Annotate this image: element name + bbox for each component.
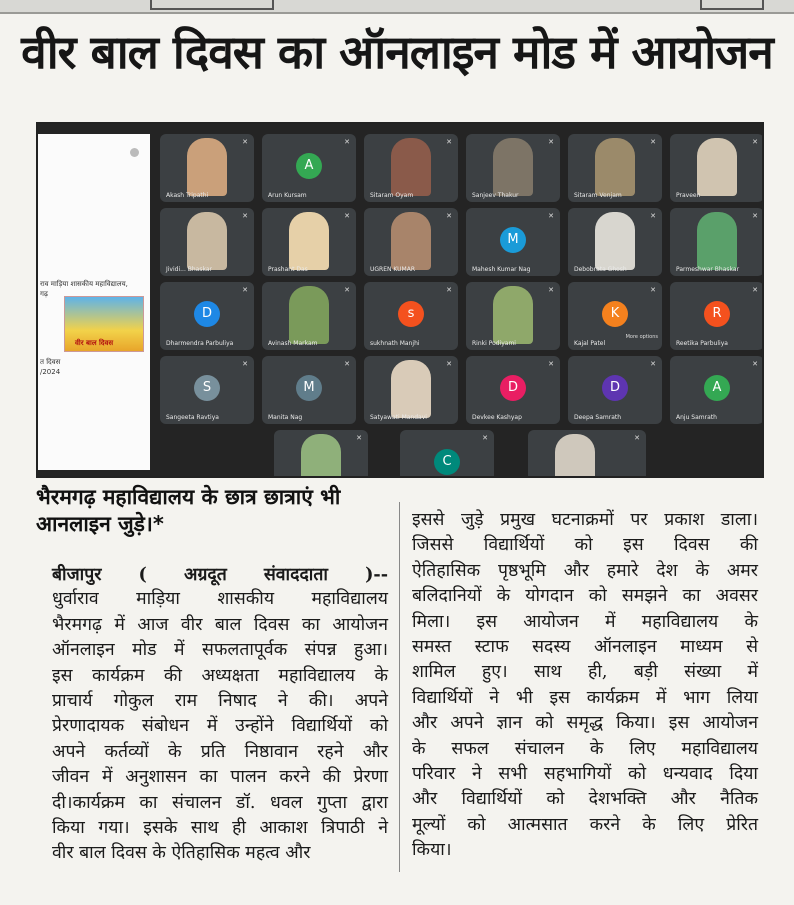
mic-muted-icon: ✕: [446, 360, 452, 368]
mic-muted-icon: ✕: [650, 360, 656, 368]
participant-tile[interactable]: [262, 208, 356, 276]
participant-tile[interactable]: [466, 208, 560, 276]
article-line: जीवन में अनुशासन का पालन करने की प्रेरणा: [52, 767, 388, 788]
mic-muted-icon: ✕: [242, 212, 248, 220]
article-line: दी।कार्यक्रम का संचालन डॉ. धवल गुप्ता द्वारा: [52, 792, 388, 813]
participant-name: Sangeeta Ravtiya: [166, 414, 219, 421]
mic-muted-icon: ✕: [650, 212, 656, 220]
article-line: के सफल संचालन के लिए महाविद्यालय: [412, 738, 758, 759]
mic-muted-icon: ✕: [548, 212, 554, 220]
article-line: ऑनलाइन मोड में सफलतापूर्वक संपन्न हुआ।: [52, 640, 388, 661]
mic-muted-icon: ✕: [344, 138, 350, 146]
participant-tile[interactable]: [364, 282, 458, 350]
article-line: किया।: [412, 840, 452, 861]
participant-name: UGREN KUMAR: [370, 266, 416, 273]
participant-name: Rinki Podiyami: [472, 340, 516, 347]
article-line: परिवार ने सभी सहभागियों को धन्यवाद दिया: [412, 764, 758, 785]
participant-avatar: K: [602, 301, 628, 327]
participant-video: [187, 212, 227, 270]
participant-avatar: A: [296, 153, 322, 179]
participant-name: Parmeshwar Bhaskar: [676, 266, 740, 273]
article-line: मूल्यों को आत्मसात करने के लिए प्रेरित: [412, 814, 758, 835]
participant-video: [301, 434, 341, 478]
participant-tile[interactable]: [568, 282, 662, 350]
article-line: इस कार्यक्रम की अध्यक्षता महाविद्यालय के: [52, 665, 388, 686]
participant-video: [187, 138, 227, 196]
participant-video: [391, 360, 431, 418]
participant-name: Sitaram Venjam: [574, 192, 622, 199]
participant-video: [555, 434, 595, 478]
participant-tile[interactable]: [670, 356, 764, 424]
participant-tile[interactable]: [466, 282, 560, 350]
participant-tile[interactable]: [568, 208, 662, 276]
participant-tile[interactable]: [670, 134, 764, 202]
participant-tile[interactable]: [160, 356, 254, 424]
mic-muted-icon: ✕: [344, 212, 350, 220]
article-line: धुर्वाराव माड़िया शासकीय महाविद्यालय: [52, 589, 388, 610]
poster-text: वीर बाल दिवस: [75, 339, 114, 347]
slide-indicator-icon: [130, 148, 139, 157]
participant-tile[interactable]: [466, 356, 560, 424]
article-line: बलिदानियों के योगदान को समझने का अवसर: [412, 586, 758, 607]
participant-avatar: s: [398, 301, 424, 327]
participant-avatar: A: [704, 375, 730, 401]
participant-name: sukhnath Manjhi: [370, 340, 420, 347]
participant-avatar: D: [194, 301, 220, 327]
article-line: जिससे विद्यार्थियों को इस दिवस की: [412, 535, 758, 556]
slide-poster: [64, 296, 144, 352]
more-options-label[interactable]: More options: [625, 334, 658, 340]
article-column-right: [412, 508, 758, 864]
mic-muted-icon: ✕: [548, 286, 554, 294]
mic-muted-icon: ✕: [344, 286, 350, 294]
article-column-left: [52, 562, 388, 867]
participant-video: [391, 212, 431, 270]
mic-muted-icon: ✕: [650, 138, 656, 146]
participant-tile[interactable]: [160, 134, 254, 202]
slide-text: त दिवस: [40, 358, 61, 366]
mic-muted-icon: ✕: [548, 360, 554, 368]
article-line: और विद्यार्थियों को देशभक्ति और नैतिक: [412, 789, 758, 810]
slide-text: गढ़: [40, 290, 48, 298]
mic-muted-icon: ✕: [446, 212, 452, 220]
participant-name: Satyawati Mandavi: [370, 414, 427, 421]
mic-muted-icon: ✕: [482, 434, 488, 442]
subheadline-line: भैरमगढ़ महाविद्यालय के छात्र छात्राएं भी: [36, 485, 341, 509]
mic-muted-icon: ✕: [242, 138, 248, 146]
mic-muted-icon: ✕: [650, 286, 656, 294]
participant-name: Akash Tripathi: [166, 192, 209, 199]
participant-name: Dharmendra Parbuliya: [166, 340, 234, 347]
subheadline: [36, 484, 396, 539]
participant-avatar: M: [500, 227, 526, 253]
mic-muted-icon: ✕: [752, 286, 758, 294]
participant-tile[interactable]: [568, 134, 662, 202]
article-line: वीर बाल दिवस के ऐतिहासिक महत्व और: [52, 843, 311, 864]
participant-video: [493, 286, 533, 344]
participant-name: Prashant Das: [268, 266, 308, 273]
meeting-screenshot: [36, 122, 764, 478]
article-line: प्राचार्य गोकुल राम निषाद ने की। अपने: [52, 691, 388, 712]
participant-avatar: R: [704, 301, 730, 327]
participant-tile[interactable]: [262, 282, 356, 350]
column-divider: [399, 502, 400, 872]
article-line: प्रेरणादायक संबोधन में उन्होंने विद्यार्थियों को: [52, 716, 388, 737]
participant-avatar: C: [434, 449, 460, 475]
mic-muted-icon: ✕: [548, 138, 554, 146]
article-line: भैरमगढ़ में आज वीर बाल दिवस का आयोजन: [52, 614, 388, 635]
participant-name: Mahesh Kumar Nag: [472, 266, 531, 273]
subheadline-line: आनलाइन जुड़े।*: [36, 512, 164, 537]
participant-name: Kajal Patel: [574, 340, 606, 347]
mic-muted-icon: ✕: [752, 138, 758, 146]
participant-name: Debobrata Ghosh: [574, 266, 627, 273]
mic-muted-icon: ✕: [752, 360, 758, 368]
article-line: बीजापुर ( अग्रदूत संवाददाता )--: [52, 564, 388, 585]
top-strip: [0, 0, 794, 14]
mic-muted-icon: ✕: [242, 360, 248, 368]
strip-slot: [700, 0, 764, 10]
participant-name: Jividi... Bhaskar: [166, 266, 212, 273]
participant-tile[interactable]: [262, 356, 356, 424]
participant-tile[interactable]: [274, 430, 368, 478]
mic-muted-icon: ✕: [242, 286, 248, 294]
participant-name: Sitaram Oyam: [370, 192, 414, 199]
participant-video: [289, 286, 329, 344]
participant-video: [289, 212, 329, 270]
participant-tile[interactable]: [160, 282, 254, 350]
participant-tile[interactable]: [160, 208, 254, 276]
article-line: विद्यार्थियों ने भी इस कार्यक्रम में भाग लिया: [412, 687, 758, 708]
participant-tile[interactable]: [466, 134, 560, 202]
participant-tile[interactable]: [670, 282, 764, 350]
article-line: समस्त स्टाफ सदस्य ऑनलाइन माध्यम से: [412, 637, 758, 658]
presentation-slide: [38, 134, 150, 470]
participant-name: Arun Kursam: [268, 192, 307, 199]
mic-muted-icon: ✕: [446, 138, 452, 146]
participant-tile[interactable]: [364, 356, 458, 424]
article-line: किया गया। इसके साथ ही आकाश त्रिपाठी ने: [52, 818, 388, 839]
participant-name: Deepa Samrath: [574, 414, 622, 421]
participant-name: Manita Nag: [268, 414, 303, 421]
participant-tile[interactable]: [400, 430, 494, 478]
article-line: मिला। इस आयोजन में महाविद्यालय के: [412, 611, 758, 632]
participant-video: [595, 212, 635, 270]
participant-tile[interactable]: [364, 134, 458, 202]
mic-muted-icon: ✕: [446, 286, 452, 294]
participant-video: [595, 138, 635, 196]
participant-name: Praveen: [676, 192, 701, 199]
participant-avatar: D: [602, 375, 628, 401]
participant-name: Avinash Markam: [268, 340, 318, 347]
participant-avatar: S: [194, 375, 220, 401]
strip-slot: [150, 0, 274, 10]
participant-name: Anju Samrath: [676, 414, 717, 421]
article-line: इससे जुड़े प्रमुख घटनाक्रमों पर प्रकाश डाला।: [412, 510, 758, 530]
mic-muted-icon: ✕: [752, 212, 758, 220]
headline: वीर बाल दिवस का ऑनलाइन मोड में आयोजन: [21, 25, 773, 79]
participant-video: [493, 138, 533, 196]
participant-name: Reetika Parbuliya: [676, 340, 728, 347]
participant-tile[interactable]: [262, 134, 356, 202]
participant-tile[interactable]: [568, 356, 662, 424]
participant-name: Sanjeev Thakur: [472, 192, 519, 199]
participant-avatar: D: [500, 375, 526, 401]
article-line: ऐतिहासिक पृष्ठभूमि और हमारे देश के अमर: [412, 560, 758, 581]
participant-tile[interactable]: [364, 208, 458, 276]
mic-muted-icon: ✕: [356, 434, 362, 442]
participant-video: [697, 138, 737, 196]
slide-text: राव माड़िया शासकीय महाविद्यालय,: [40, 280, 128, 288]
article-line: शामिल हुए। साथ ही, बड़ी संख्या में: [412, 662, 758, 683]
slide-text: /2024: [40, 368, 61, 376]
mic-muted-icon: ✕: [634, 434, 640, 442]
participant-video: [697, 212, 737, 270]
article-line: और अपने ज्ञान को समृद्ध किया। इस आयोजन: [412, 713, 758, 734]
participant-avatar: M: [296, 375, 322, 401]
participant-name: Devkee Kashyap: [472, 414, 522, 421]
mic-muted-icon: ✕: [344, 360, 350, 368]
participant-tile[interactable]: [670, 208, 764, 276]
participant-tile[interactable]: [528, 430, 646, 478]
article-line: अपने कर्तव्यों के प्रति निष्ठावान रहने और: [52, 741, 388, 762]
participant-video: [391, 138, 431, 196]
